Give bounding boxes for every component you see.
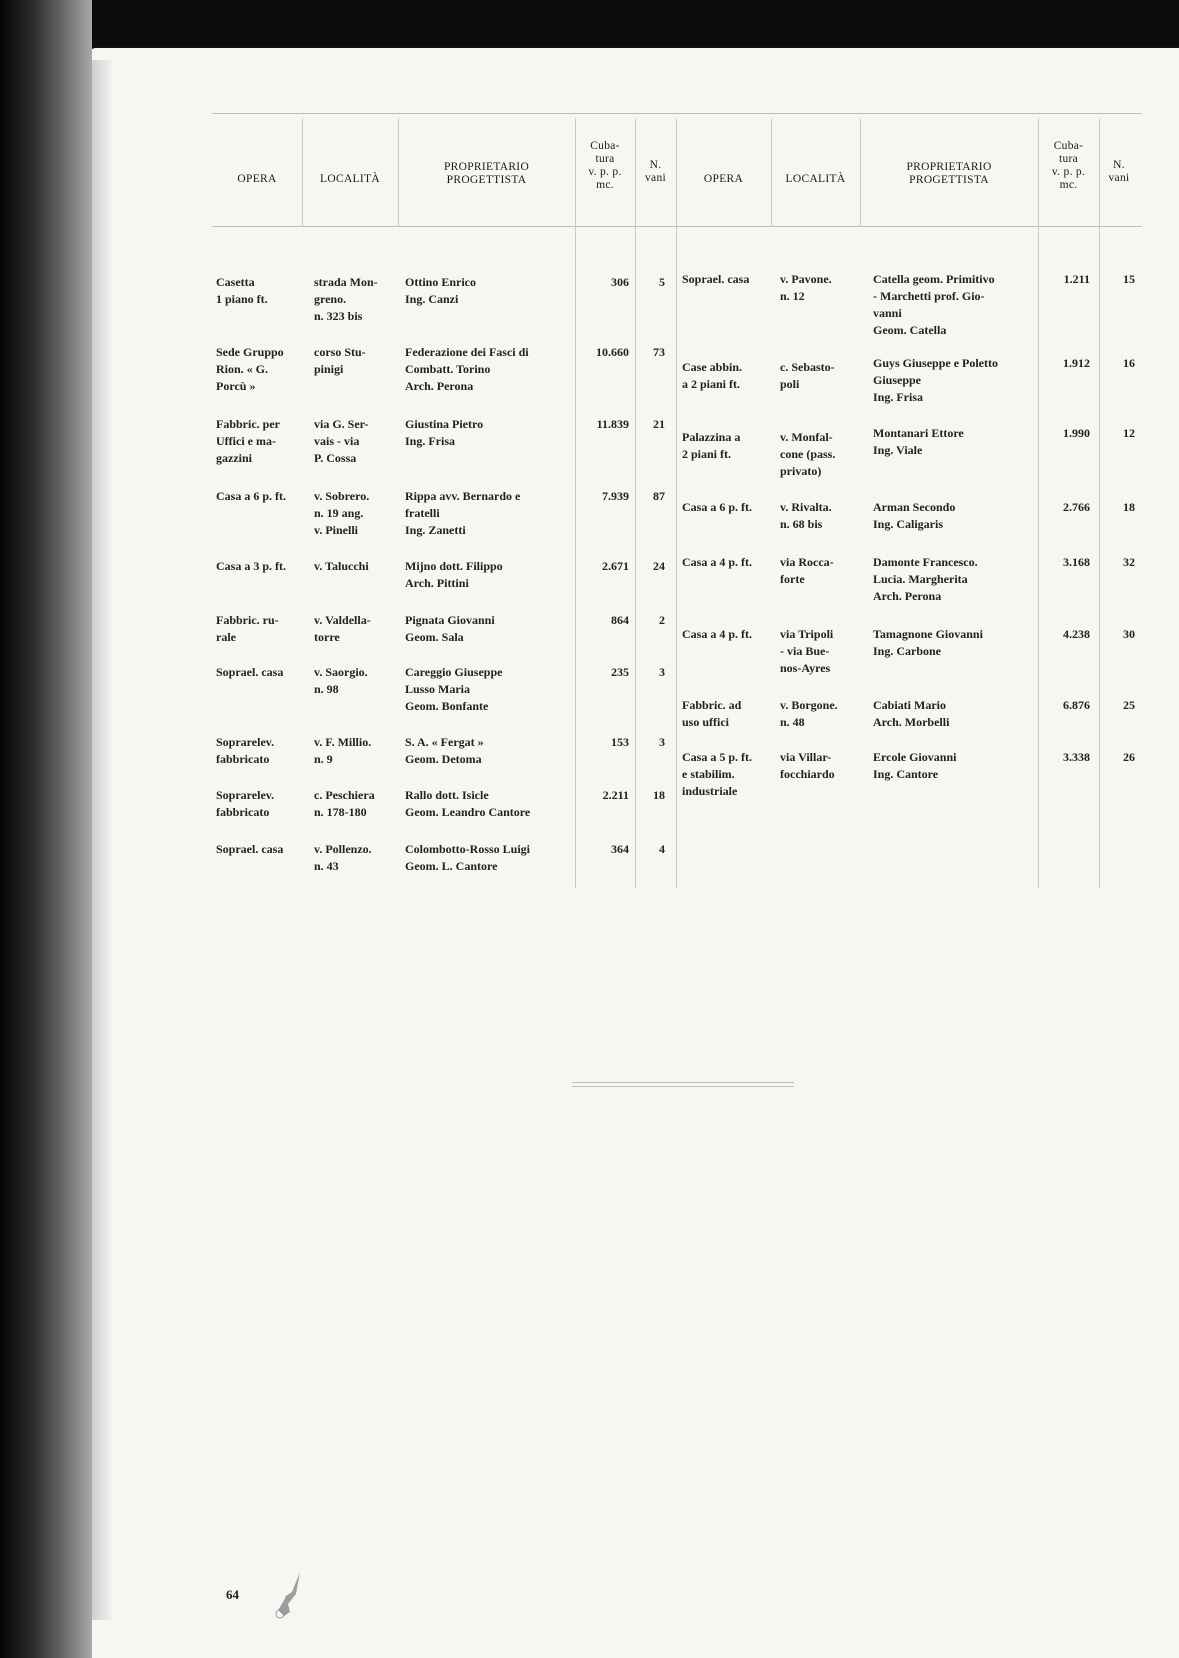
right-row-proprietario: Cabiati Mario Arch. Morbelli	[873, 698, 950, 729]
left-row-vani: 21	[653, 417, 665, 431]
right-row-localita: via Rocca- forte	[780, 555, 834, 586]
right-row-opera: Casa a 6 p. ft.	[682, 500, 753, 514]
left-row-cubatura: 306	[611, 275, 629, 289]
left-row-proprietario: Colombotto-Rosso Luigi Geom. L. Cantore	[405, 842, 531, 873]
left-row-opera: Soprarelev. fabbricato	[216, 735, 275, 766]
col-divider	[771, 118, 772, 226]
right-row-proprietario: Guys Giuseppe e Poletto Giuseppe Ing. Frisa	[873, 356, 998, 404]
right-row-localita: v. Pavone. n. 12	[780, 272, 832, 303]
header-opera: OPERA	[237, 173, 277, 185]
left-row-vani: 18	[653, 788, 665, 802]
left-row-proprietario: Mijno dott. Filippo Arch. Pittini	[405, 559, 503, 590]
left-row-cubatura: 11.839	[596, 417, 629, 431]
ink-smudge-icon	[270, 1570, 310, 1620]
scan-left-border	[0, 0, 92, 1658]
header-top-rule	[212, 113, 1142, 114]
right-row-cubatura: 1.211	[1063, 272, 1090, 286]
left-row-opera: Fabbric. per Uffici e ma- gazzini	[216, 417, 280, 465]
page-spine-shadow	[92, 60, 112, 1620]
right-row-opera: Case abbin. a 2 piani ft.	[682, 360, 743, 391]
left-row-vani: 3	[659, 735, 665, 749]
right-row-cubatura: 4.238	[1063, 627, 1090, 641]
col-divider	[302, 118, 303, 226]
left-row-opera: Soprael. casa	[216, 665, 284, 679]
header-cubatura: Cuba- tura v. p. p. mc.	[1051, 140, 1086, 191]
right-row-cubatura: 6.876	[1063, 698, 1090, 712]
left-row-localita: c. Peschiera n. 178-180	[314, 788, 375, 819]
right-row-vani: 25	[1123, 698, 1135, 712]
left-row-vani: 5	[659, 275, 665, 289]
header-proprietario: PROPRIETARIO PROGETTISTA	[443, 161, 530, 186]
right-row-cubatura: 3.168	[1063, 555, 1090, 569]
scan-top-border	[0, 0, 1179, 46]
left-row-proprietario: Ottino Enrico Ing. Canzi	[405, 275, 476, 306]
right-row-localita: c. Sebasto- poli	[780, 360, 835, 391]
right-row-localita: via Villar- focchiardo	[780, 750, 835, 781]
right-row-opera: Fabbric. ad uso uffici	[682, 698, 742, 729]
right-row-vani: 12	[1123, 426, 1135, 440]
left-row-opera: Casa a 3 p. ft.	[216, 559, 287, 573]
right-row-cubatura: 1.990	[1063, 426, 1090, 440]
right-row-localita: v. Borgone. n. 48	[780, 698, 838, 729]
left-row-cubatura: 2.211	[602, 788, 629, 802]
right-row-cubatura: 2.766	[1063, 500, 1090, 514]
left-row-localita: v. Pollenzo. n. 43	[314, 842, 372, 873]
end-of-section-rule	[572, 1082, 794, 1087]
left-row-opera: Fabbric. ru- rale	[216, 613, 279, 644]
right-row-vani: 26	[1123, 750, 1135, 764]
left-row-proprietario: Pignata Giovanni Geom. Sala	[405, 613, 495, 644]
left-row-vani: 3	[659, 665, 665, 679]
left-row-opera: Casa a 6 p. ft.	[216, 489, 287, 503]
right-row-localita: via Tripoli - via Bue- nos-Ayres	[780, 627, 834, 675]
left-row-proprietario: Federazione dei Fasci di Combatt. Torino Arch. Perona	[405, 345, 529, 393]
col-divider	[676, 118, 677, 888]
left-row-proprietario: Giustina Pietro Ing. Frisa	[405, 417, 484, 448]
right-row-vani: 32	[1123, 555, 1135, 569]
left-row-opera: Soprarelev. fabbricato	[216, 788, 275, 819]
left-row-vani: 2	[659, 613, 665, 627]
left-row-cubatura: 10.660	[596, 345, 629, 359]
left-row-vani: 24	[653, 559, 665, 573]
right-row-proprietario: Tamagnone Giovanni Ing. Carbone	[873, 627, 983, 658]
left-row-opera: Sede Gruppo Rion. « G. Porcù »	[216, 345, 284, 393]
left-row-cubatura: 2.671	[602, 559, 629, 573]
left-row-cubatura: 153	[611, 735, 629, 749]
header-cubatura: Cuba- tura v. p. p. mc.	[588, 140, 622, 191]
left-row-cubatura: 364	[611, 842, 629, 856]
right-row-proprietario: Damonte Francesco. Lucia. Margherita Arch. Perona	[873, 555, 978, 603]
left-row-vani: 87	[653, 489, 665, 503]
header-vani: N. vani	[645, 159, 666, 184]
header-vani: N. vani	[1108, 159, 1130, 184]
left-row-localita: v. Talucchi	[314, 559, 369, 573]
right-row-opera: Casa a 4 p. ft.	[682, 627, 753, 641]
right-row-opera: Palazzina a 2 piani ft.	[682, 430, 741, 461]
right-row-vani: 30	[1123, 627, 1135, 641]
left-row-cubatura: 235	[611, 665, 629, 679]
left-row-localita: strada Mon- greno. n. 323 bis	[314, 275, 378, 323]
left-row-localita: via G. Ser- vais - via P. Cossa	[314, 417, 369, 465]
header-proprietario: PROPRIETARIO PROGETTISTA	[906, 161, 992, 186]
left-row-localita: v. F. Millio. n. 9	[314, 735, 372, 766]
header-localita: LOCALITÀ	[320, 173, 380, 185]
left-row-cubatura: 7.939	[602, 489, 629, 503]
right-row-proprietario: Arman Secondo Ing. Caligaris	[873, 500, 956, 531]
right-row-proprietario: Ercole Giovanni Ing. Cantore	[873, 750, 957, 781]
right-row-proprietario: Montanari Ettore Ing. Viale	[873, 426, 964, 457]
right-row-opera: Casa a 5 p. ft. e stabilim. industriale	[682, 750, 753, 798]
left-row-vani: 4	[659, 842, 665, 856]
right-row-opera: Soprael. casa	[682, 272, 750, 286]
right-row-cubatura: 3.338	[1063, 750, 1090, 764]
right-row-proprietario: Catella geom. Primitivo - Marchetti prof. Gio- vanni Geom. Catella	[873, 272, 995, 337]
left-row-opera: Casetta 1 piano ft.	[216, 275, 268, 306]
left-row-proprietario: Rallo dott. Isicle Geom. Leandro Cantore	[405, 788, 531, 819]
left-row-proprietario: Careggio Giuseppe Lusso Maria Geom. Bonfante	[405, 665, 503, 713]
left-row-proprietario: Rippa avv. Bernardo e fratelli Ing. Zanetti	[405, 489, 521, 537]
right-row-localita: v. Rivalta. n. 68 bis	[780, 500, 832, 531]
header-bottom-rule	[212, 226, 1142, 227]
left-row-localita: v. Saorgio. n. 98	[314, 665, 368, 696]
right-row-vani: 15	[1123, 272, 1135, 286]
left-row-localita: v. Valdella- torre	[314, 613, 371, 644]
left-row-localita: v. Sobrero. n. 19 ang. v. Pinelli	[314, 489, 370, 537]
left-row-localita: corso Stu- pinigi	[314, 345, 366, 376]
right-row-localita: v. Monfal- cone (pass. privato)	[780, 430, 836, 478]
right-row-opera: Casa a 4 p. ft.	[682, 555, 753, 569]
right-row-vani: 16	[1123, 356, 1135, 370]
page-number: 64	[226, 1587, 239, 1602]
left-row-vani: 73	[653, 345, 665, 359]
right-row-vani: 18	[1123, 500, 1135, 514]
right-row-cubatura: 1.912	[1063, 356, 1090, 370]
header-localita: LOCALITÀ	[785, 173, 846, 185]
left-row-proprietario: S. A. « Fergat » Geom. Detoma	[405, 735, 484, 766]
left-row-cubatura: 864	[611, 613, 629, 627]
left-row-opera: Soprael. casa	[216, 842, 284, 856]
header-opera: OPERA	[703, 173, 744, 185]
